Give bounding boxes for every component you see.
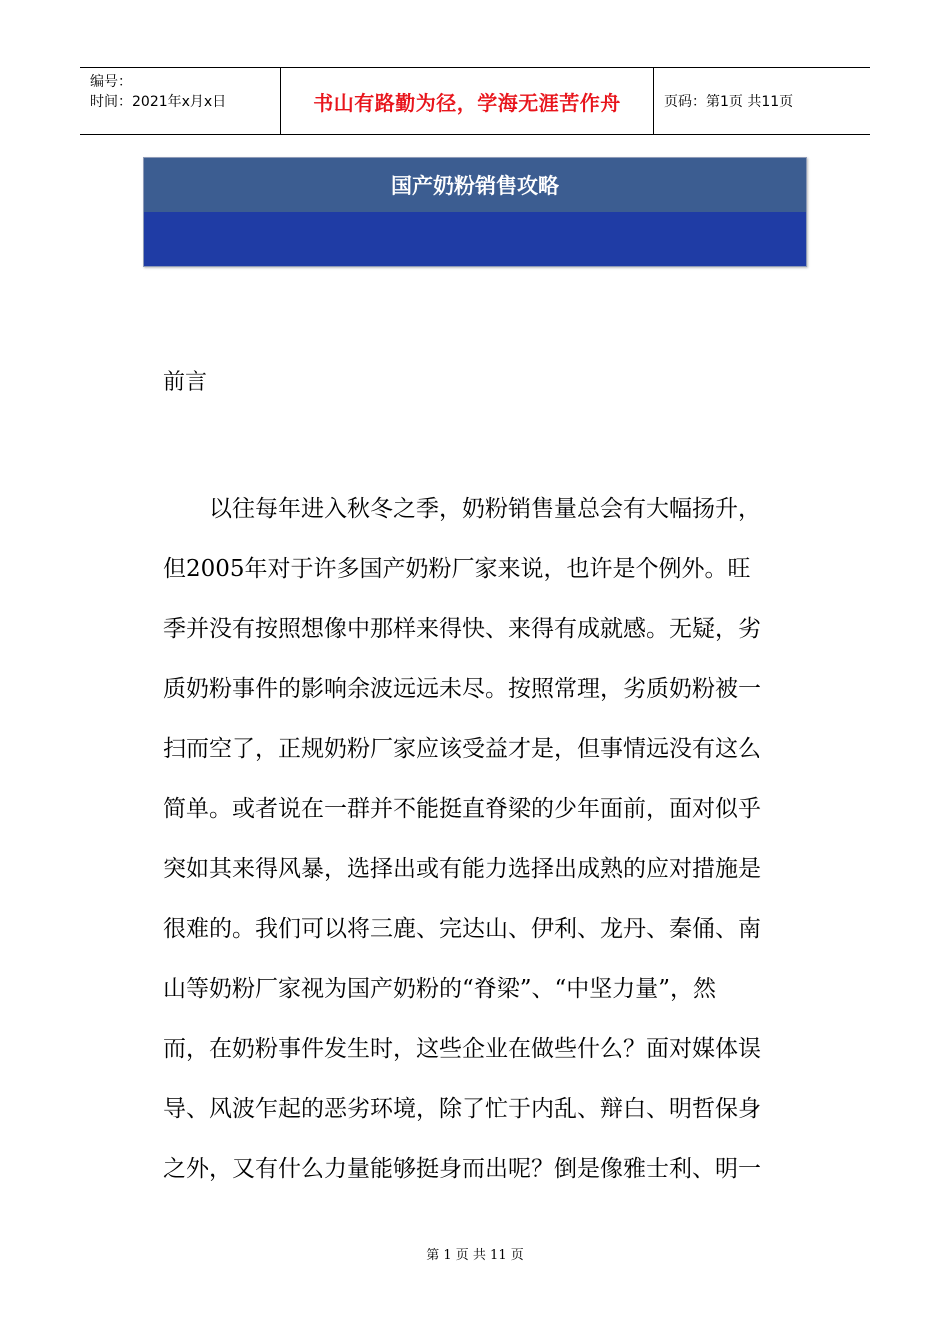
header-page-cell [654,68,870,134]
title-lower-band [144,212,806,266]
header-meta-cell [80,68,281,134]
body-line: 季并没有按照想像中那样来得快、来得有成就感。无疑，劣 [163,616,761,642]
document-title: 国产奶粉销售攻略 [391,173,559,198]
time-label: 时间：2021年x月x日 [90,94,227,110]
page-info: 页码：第1页 共11页 [664,94,794,110]
body-line: 简单。或者说在一群并不能挺直脊梁的少年面前，面对似乎 [163,796,761,822]
body-line: 但2005年对于许多国产奶粉厂家来说，也许是个例外。旺 [163,556,751,582]
body-line: 很难的。我们可以将三鹿、完达山、伊利、龙丹、秦俑、南 [163,916,761,942]
body-paragraph [163,479,788,1199]
body-line: 突如其来得风暴，选择出或有能力选择出成熟的应对措施是 [163,856,761,882]
title-block [143,157,807,267]
number-label: 编号： [90,74,132,90]
body-line: 而，在奶粉事件发生时，这些企业在做些什么？面对媒体误 [163,1036,761,1062]
motto-text: 书山有路勤为径，学海无涯苦作舟 [313,90,621,115]
body-line: 之外，又有什么力量能够挺身而出呢？倒是像雅士利、明一 [163,1156,761,1182]
body-line: 山等奶粉厂家视为国产奶粉的“脊梁”、“中坚力量”，然 [163,976,717,1002]
document-header [80,67,870,135]
header-motto-cell [281,68,654,134]
body-line: 导、风波乍起的恶劣环境，除了忙于内乱、辩白、明哲保身 [163,1096,761,1122]
body-line: 以往每年进入秋冬之季，奶粉销售量总会有大幅扬升， [209,496,761,522]
title-band [144,158,806,212]
body-line: 扫而空了，正规奶粉厂家应该受益才是，但事情远没有这么 [163,736,761,762]
page-footer: 第 1 页 共 11 页 [426,1248,524,1263]
body-line: 质奶粉事件的影响余波远远未尽。按照常理，劣质奶粉被一 [163,676,761,702]
section-heading: 前言 [163,370,208,395]
